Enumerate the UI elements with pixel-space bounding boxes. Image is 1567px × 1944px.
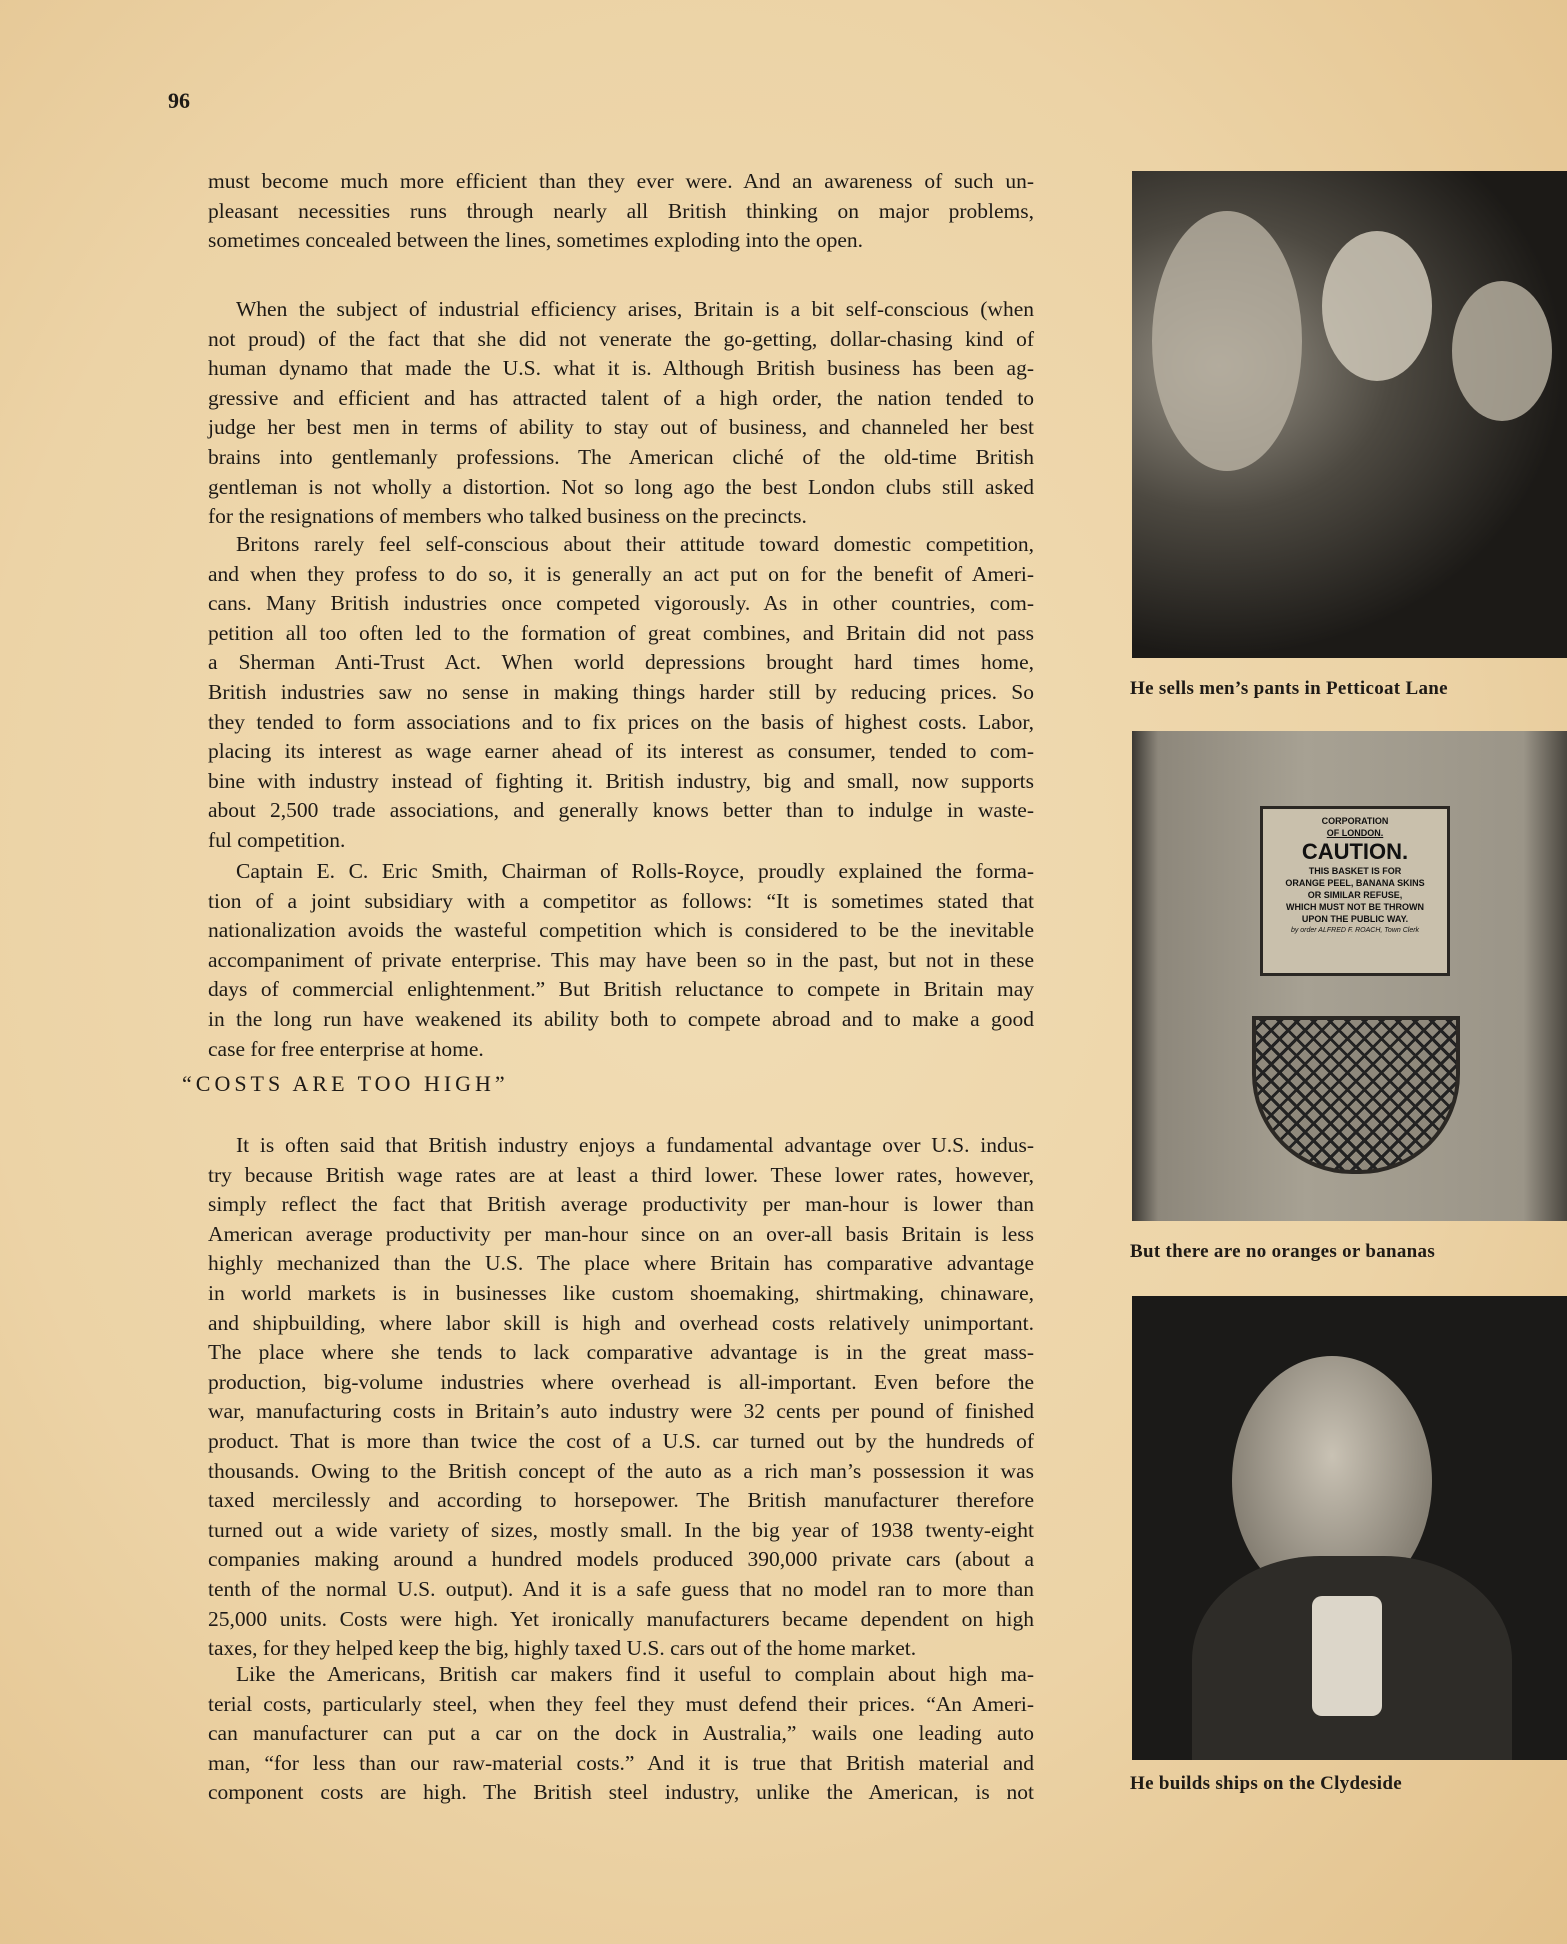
text-line: American average productivity per man-hour since on an over-all basis Britain is less: [208, 1221, 1034, 1246]
text-line: taxed mercilessly and according to horsepower. The British manufacturer therefore: [208, 1488, 1034, 1513]
text-line: ful competition.: [208, 827, 346, 852]
caption-photo-3: He builds ships on the Clydeside: [1130, 1773, 1402, 1794]
text-line: war, manufacturing costs in Britain’s auto industry were 32 cents per pound of finished: [208, 1399, 1034, 1424]
text-line: companies making around a hundred models produced 390,000 private cars (about a: [208, 1547, 1034, 1572]
paragraph: [208, 857, 1034, 1064]
text-line: case for free enterprise at home.: [208, 1036, 484, 1061]
sign-line: by order ALFRED F. ROACH, Town Clerk: [1290, 927, 1420, 934]
page-number: 96: [168, 88, 190, 113]
paragraph: [208, 1131, 1034, 1664]
text-line: days of commercial enlightenment.” But British reluctance to compete in Britain may: [208, 977, 1034, 1002]
section-heading: “COSTS ARE TOO HIGH”: [182, 1071, 509, 1096]
text-line: gentleman is not wholly a distortion. Not so long ago the best London clubs still asked: [208, 474, 1034, 499]
text-line: must become much more efficient than they ever were. And an awareness of such un-: [208, 169, 1034, 193]
text-line: and shipbuilding, where labor skill is high and overhead costs relatively unimportant.: [208, 1310, 1034, 1335]
text-line: try because British wage rates are at least a third lower. These lower rates, however,: [208, 1162, 1034, 1187]
text-line: highly mechanized than the U.S. The place where Britain has comparative advantage: [208, 1251, 1034, 1276]
text-line: gressive and efficient and has attracted talent of a high order, the nation tended to: [208, 385, 1034, 410]
sign-line: THIS BASKET IS FOR: [1308, 866, 1402, 876]
text-line: Like the Americans, British car makers find it useful to complain about high ma-: [236, 1662, 1034, 1686]
text-line: Captain E. C. Eric Smith, Chairman of Rolls-Royce, proudly explained the forma-: [236, 859, 1034, 883]
caption-photo-2: But there are no oranges or bananas: [1130, 1241, 1436, 1262]
sign-line: WHICH MUST NOT BE THROWN: [1286, 902, 1424, 912]
photo-caution-basket: [1132, 731, 1567, 1221]
text-line: production, big-volume industries where overhead is all-important. Even before the: [208, 1369, 1034, 1394]
sign-org-2: OF LONDON.: [1326, 828, 1384, 838]
text-line: about 2,500 trade associations, and generally knows better than to indulge in waste-: [208, 798, 1034, 823]
text-line: terial costs, particularly steel, when they feel they must defend their prices. “An Ameri-: [208, 1691, 1034, 1716]
sign-line: OR SIMILAR REFUSE,: [1307, 890, 1403, 900]
text-line: taxes, for they helped keep the big, highly taxed U.S. cars out of the home market.: [208, 1636, 917, 1661]
text-line: in world markets is in businesses like custom shoemaking, shirtmaking, chinaware,: [208, 1280, 1034, 1305]
text-line: The place where she tends to lack comparative advantage is in the great mass-: [208, 1340, 1034, 1365]
paragraph: [208, 1660, 1034, 1808]
text-line: 25,000 units. Costs were high. Yet ironically manufacturers became dependent on high: [208, 1606, 1034, 1631]
text-line: brains into gentlemanly professions. The American cliché of the old-time British: [208, 444, 1034, 469]
text-line: a Sherman Anti-Trust Act. When world depressions brought hard times home,: [208, 650, 1034, 675]
text-line: It is often said that British industry enjoys a fundamental advantage over U.S. indus-: [236, 1133, 1034, 1157]
text-line: bine with industry instead of fighting it. British industry, big and small, now supports: [208, 768, 1034, 793]
caption-photo-1: He sells men’s pants in Petticoat Lane: [1130, 678, 1448, 699]
text-line: pleasant necessities runs through nearly all British thinking on major problems,: [208, 198, 1034, 223]
text-line: component costs are high. The British steel industry, unlike the American, is not: [208, 1780, 1034, 1805]
text-line: Britons rarely feel self-conscious about their attitude toward domestic competition,: [236, 532, 1034, 556]
sign-title: CAUTION.: [1301, 839, 1409, 864]
photo-clydeside-shipbuilder: [1132, 1296, 1567, 1760]
text-line: and when they profess to do so, it is generally an act put on for the benefit of Ameri-: [208, 561, 1034, 586]
sign-line: ORANGE PEEL, BANANA SKINS: [1285, 878, 1425, 888]
text-line: product. That is more than twice the cost of a U.S. car turned out by the hundreds of: [208, 1428, 1034, 1453]
text-line: accompaniment of private enterprise. This may have been so in the past, but not in these: [208, 947, 1034, 972]
text-line: nationalization avoids the wasteful competition which is considered to be the inevitable: [208, 918, 1034, 943]
text-line: tenth of the normal U.S. output). And it is a safe guess that no model ran to more than: [208, 1576, 1034, 1601]
paragraph: [208, 295, 1034, 532]
sign-line: UPON THE PUBLIC WAY.: [1301, 914, 1409, 924]
text-line: petition all too often led to the formation of great combines, and Britain did not pass: [208, 620, 1034, 645]
text-line: can manufacturer can put a car on the dock in Australia,” wails one leading auto: [208, 1721, 1034, 1746]
wire-basket: [1252, 1016, 1460, 1174]
text-line: When the subject of industrial efficiency arises, Britain is a bit self-conscious (when: [236, 297, 1034, 321]
paragraph: [208, 167, 1034, 256]
text-line: man, “for less than our raw-material costs.” And it is true that British material and: [208, 1750, 1034, 1775]
photo-petticoat-lane: [1132, 171, 1567, 658]
text-line: thousands. Owing to the British concept of the auto as a rich man’s possession it was: [208, 1458, 1034, 1483]
text-line: they tended to form associations and to fix prices on the basis of highest costs. Labor,: [208, 709, 1034, 734]
text-line: sometimes concealed between the lines, sometimes exploding into the open.: [208, 228, 863, 253]
text-line: cans. Many British industries once competed vigorously. As in other countries, com-: [208, 591, 1034, 616]
sign-org: CORPORATION: [1321, 816, 1389, 826]
text-line: simply reflect the fact that British average productivity per man-hour is lower than: [208, 1192, 1034, 1217]
caution-sign: [1260, 806, 1450, 976]
text-line: judge her best men in terms of ability to stay out of business, and channeled her best: [208, 415, 1034, 440]
text-line: tion of a joint subsidiary with a competitor as follows: “It is sometimes stated that: [208, 888, 1034, 913]
text-line: not proud) of the fact that she did not venerate the go-getting, dollar-chasing kind of: [208, 326, 1034, 351]
text-line: British industries saw no sense in making things harder still by reducing prices. So: [208, 679, 1034, 704]
text-line: placing its interest as wage earner ahead of its interest as consumer, tended to com-: [208, 739, 1034, 764]
text-line: turned out a wide variety of sizes, mostly small. In the big year of 1938 twenty-eight: [208, 1517, 1034, 1542]
paragraph: [208, 530, 1034, 856]
text-line: for the resignations of members who talked business on the precincts.: [208, 504, 807, 529]
text-line: in the long run have weakened its ability both to compete abroad and to make a good: [208, 1006, 1034, 1031]
text-line: human dynamo that made the U.S. what it is. Although British business has been ag-: [208, 356, 1034, 381]
